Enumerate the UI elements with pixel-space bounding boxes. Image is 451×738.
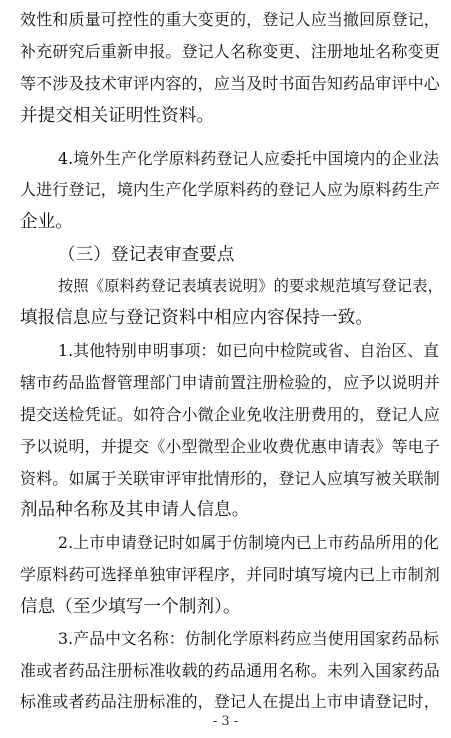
page-number: - 3 - (212, 714, 239, 729)
body-line: 标准或者药品注册标准的，登记人在提出上市申请登记时， (20, 692, 440, 711)
section-heading: （三）登记表审查要点 (58, 245, 235, 265)
body-line: 准或者药品注册标准收载的药品通用名称。未列入国家药品 (20, 661, 440, 680)
body-line: 辖市药品监督管理部门申请前置注册检验的，应予以说明并 (20, 373, 440, 392)
body-line: 补充研究后重新申报。登记人名称变更、注册地址名称变更 (20, 42, 440, 61)
body-line: 企业。 (20, 212, 73, 232)
body-line: 资料。如属于关联审评审批情形的，登记人应填写被关联制 (20, 469, 440, 488)
body-line: 3.产品中文名称：仿制化学原料药应当使用国家药品标 (58, 629, 440, 648)
body-line: 等不涉及技术审评内容的，应当及时书面告知药品审评中心 (20, 74, 440, 93)
body-line: 4.境外生产化学原料药登记人应委托中国境内的企业法 (58, 149, 440, 168)
body-line: 1.其他特别申明事项：如已向中检院或省、自治区、直 (58, 341, 440, 360)
body-line: 予以说明，并提交《小型微型企业收费优惠申请表》等电子 (20, 437, 440, 456)
body-line: 效性和质量可控性的重大变更的，登记人应当撤回原登记， (20, 10, 440, 29)
body-line: 按照《原料药登记表填表说明》的要求规范填写登记表， (58, 277, 443, 295)
body-line: 信息（至少填写一个制剂）。 (20, 597, 241, 617)
body-line: 2.上市申请登记时如属于仿制境内已上市药品所用的化 (58, 533, 440, 552)
body-line: 学原料药可选择单独审评程序，并同时填写境内已上市制剂 (20, 565, 440, 584)
body-line: 填报信息应与登记资料中相应内容保持一致。 (20, 308, 373, 328)
body-line: 剂品种名称及其申请人信息。 (20, 500, 250, 520)
body-line: 人进行登记，境内生产化学原料药的登记人应为原料药生产 (20, 180, 440, 199)
body-line: 提交送检凭证。如符合小微企业免收注册费用的，登记人应 (20, 405, 440, 424)
body-line: 并提交相关证明性资料。 (20, 106, 215, 126)
